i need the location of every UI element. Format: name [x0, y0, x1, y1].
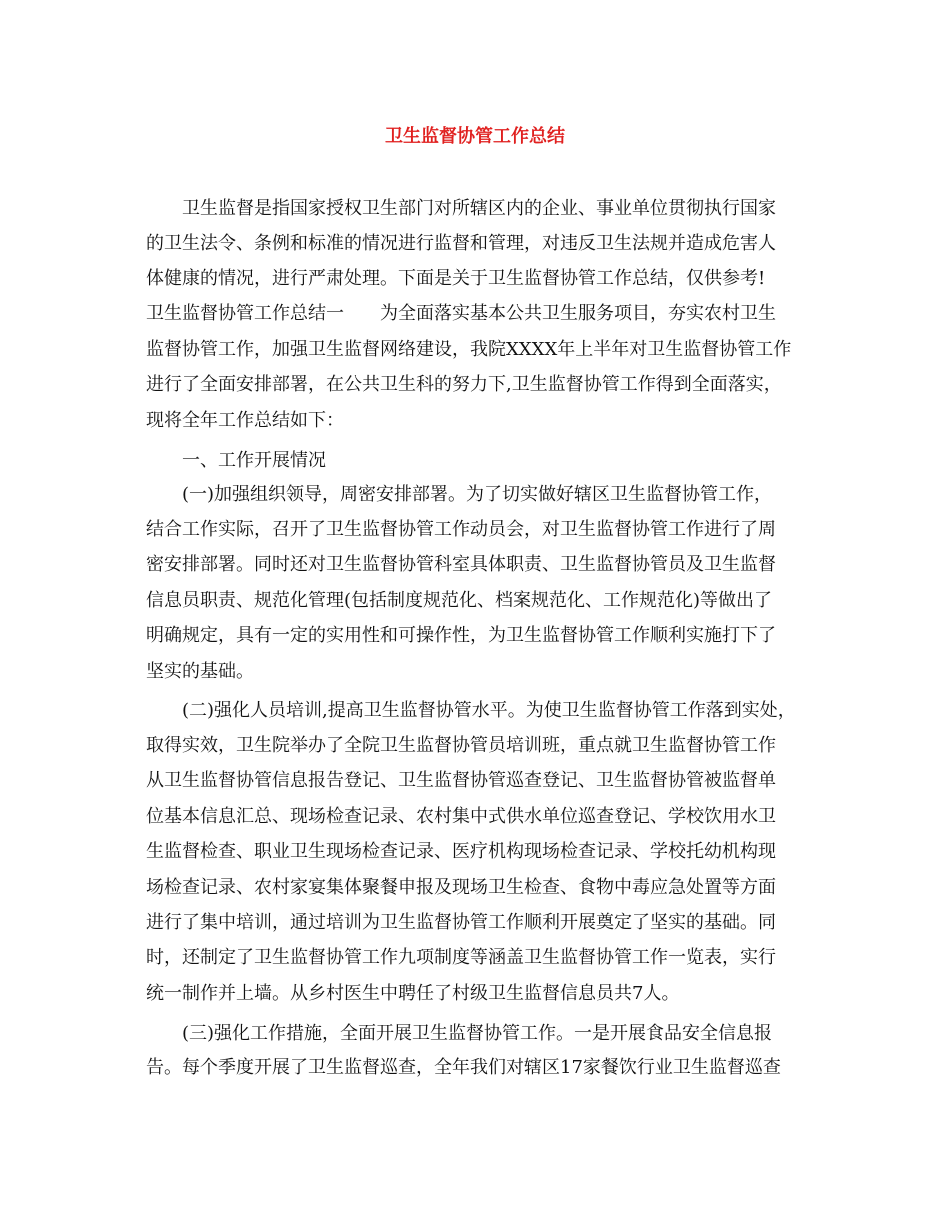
- paragraph-line: 卫生监督协管工作总结一 为全面落实基本公共卫生服务项目，夯实农村卫生: [146, 303, 776, 324]
- paragraph-line: 位基本信息汇总、现场检查记录、农村集中式供水单位巡查登记、学校饮用水卫: [146, 806, 776, 827]
- section-heading: 一、工作开展情况: [182, 450, 326, 471]
- paragraph-line: 从卫生监督协管信息报告登记、卫生监督协管巡查登记、卫生监督协管被监督单: [146, 770, 776, 791]
- paragraph-line: 体健康的情况，进行严肃处理。下面是关于卫生监督协管工作总结，仅供参考!: [146, 268, 766, 289]
- document-title: 卫生监督协管工作总结: [385, 126, 565, 147]
- paragraph-line: 结合工作实际，召开了卫生监督协管工作动员会，对卫生监督协管工作进行了周: [146, 519, 776, 540]
- paragraph-line: 时，还制定了卫生监督协管工作九项制度等涵盖卫生监督协管工作一览表，实行: [146, 947, 776, 968]
- paragraph-line: 进行了集中培训，通过培训为卫生监督协管工作顺利开展奠定了坚实的基础。同: [146, 912, 776, 933]
- paragraph-line: 生监督检查、职业卫生现场检查记录、医疗机构现场检查记录、学校托幼机构现: [146, 841, 776, 862]
- paragraph-line: 卫生监督是指国家授权卫生部门对所辖区内的企业、事业单位贯彻执行国家: [182, 198, 776, 219]
- paragraph-line: 监督协管工作，加强卫生监督网络建设，我院XXXX年上半年对卫生监督协管工作: [146, 339, 792, 360]
- paragraph-line: (二)强化人员培训,提高卫生监督协管水平。为使卫生监督协管工作落到实处，: [182, 700, 796, 721]
- paragraph-line: 告。每个季度开展了卫生监督巡查，全年我们对辖区17家餐饮行业卫生监督巡查: [146, 1057, 781, 1078]
- paragraph-line: 取得实效，卫生院举办了全院卫生监督协管员培训班，重点就卫生监督协管工作: [146, 735, 776, 756]
- paragraph-line: 进行了全面安排部署，在公共卫生科的努力下,卫生监督协管工作得到全面落实，: [146, 374, 782, 395]
- paragraph-line: 信息员职责、规范化管理(包括制度规范化、档案规范化、工作规范化)等做出了: [146, 590, 773, 611]
- paragraph-line: (一)加强组织领导，周密安排部署。为了切实做好辖区卫生监督协管工作，: [182, 484, 773, 505]
- paragraph-line: 坚实的基础。: [146, 661, 254, 682]
- paragraph-line: 的卫生法令、条例和标准的情况进行监督和管理，对违反卫生法规并造成危害人: [146, 233, 776, 254]
- paragraph-line: 密安排部署。同时还对卫生监督协管科室具体职责、卫生监督协管员及卫生监督: [146, 554, 776, 575]
- paragraph-line: 明确规定，具有一定的实用性和可操作性，为卫生监督协管工作顺利实施打下了: [146, 625, 776, 646]
- paragraph-line: 场检查记录、农村家宴集体聚餐申报及现场卫生检查、食物中毒应急处置等方面: [146, 877, 776, 898]
- paragraph-line: (三)强化工作措施，全面开展卫生监督协管工作。一是开展食品安全信息报: [182, 1023, 773, 1044]
- paragraph-line: 统一制作并上墙。从乡村医生中聘任了村级卫生监督信息员共7人。: [146, 983, 680, 1004]
- paragraph-line: 现将全年工作总结如下：: [146, 410, 344, 431]
